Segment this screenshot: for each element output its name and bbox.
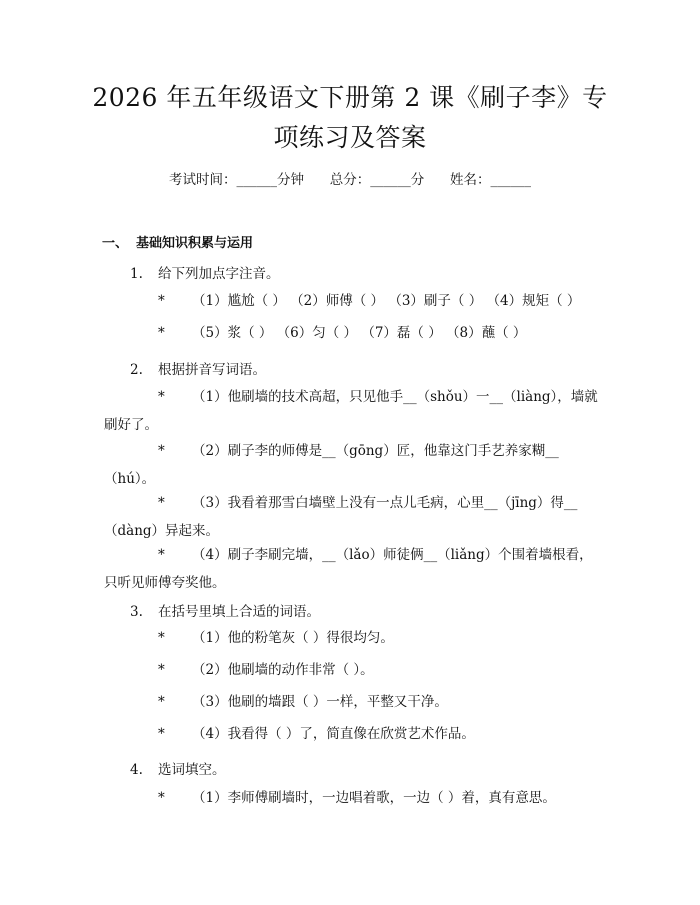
bullet-star: *: [158, 630, 165, 646]
bullet-star: *: [158, 495, 165, 511]
question-item: * （1）李师傅刷墙时，一边唱着歌，一边（ ）着，真有意思。: [104, 784, 600, 812]
question-text: 根据拼音写词语。: [158, 362, 266, 378]
title-line-1: 2026 年五年级语文下册第 2 课《刷子李》专: [92, 83, 608, 112]
question-number: 1.: [130, 266, 143, 282]
section-heading: [102, 232, 253, 251]
section-number: 一、: [102, 236, 129, 251]
question-number: 2.: [130, 362, 143, 378]
question-item: * （4）刷子李刷完墙，__（lǎo）师徒俩__（liǎng）个围着墙根看，只听见师傅夸奖他。: [104, 541, 600, 597]
bullet-star: *: [158, 726, 165, 742]
question-item: * （3）我看着那雪白墙壁上没有一点儿毛病，心里__（jīng）得__（dàng）异起来。: [104, 489, 600, 545]
bullet-star: *: [158, 694, 165, 710]
title-line-2: 项练习及答案: [273, 123, 427, 152]
question-item: * （2）刷子李的师傅是__（gōng）匠，他靠这门手艺养家糊__（hú）。: [104, 437, 600, 493]
bullet-star: *: [158, 662, 165, 678]
document-title: [60, 78, 640, 158]
question-text: 选词填空。: [158, 762, 226, 778]
question-number: 4.: [130, 762, 143, 778]
exam-info-line: 考试时间：______分钟 总分：______分 姓名：______: [169, 172, 531, 188]
question-item: * （1）他刷墙的技术高超，只见他手__（shǒu）一__（liàng），墙就刷好了。: [104, 383, 600, 439]
question-item: * （2）他刷墙的动作非常（ ）。: [104, 656, 600, 684]
question-item: * （1）尴尬（ ） （2）师傅（ ） （3）刷子（ ） （4）规矩（ ）: [104, 287, 600, 315]
question-3: [130, 600, 320, 620]
bullet-star: *: [158, 443, 165, 459]
bullet-star: *: [158, 547, 165, 563]
section-title: 基础知识积累与运用: [136, 236, 254, 251]
bullet-star: *: [158, 325, 165, 341]
question-text: 在括号里填上合适的词语。: [158, 604, 320, 620]
question-item: * （3）他刷的墙跟（ ）一样，平整又干净。: [104, 688, 600, 716]
bullet-star: *: [158, 293, 165, 309]
question-item: * （4）我看得（ ）了，简直像在欣赏艺术作品。: [104, 720, 600, 748]
question-4: [130, 758, 226, 778]
question-item: * （1）他的粉笔灰（ ）得很均匀。: [104, 624, 600, 652]
bullet-star: *: [158, 389, 165, 405]
question-text: 给下列加点字注音。: [158, 266, 280, 282]
bullet-star: *: [158, 790, 165, 806]
question-item: * （5）浆（ ） （6）匀（ ） （7）磊（ ） （8）蘸（ ）: [104, 319, 600, 347]
question-number: 3.: [130, 604, 143, 620]
question-1: [130, 262, 280, 282]
question-2: [130, 358, 266, 378]
